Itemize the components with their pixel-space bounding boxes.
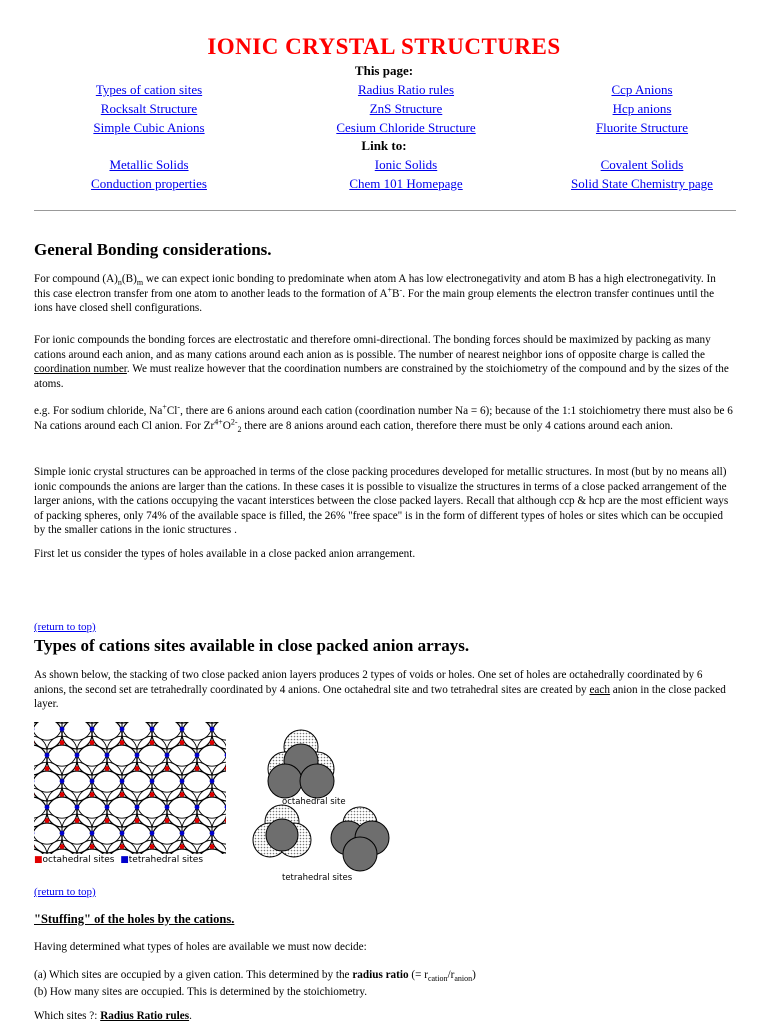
lower-layer-sphere (92, 771, 122, 801)
link-ccp-anions[interactable]: Ccp Anions (611, 82, 673, 97)
tetrahedral-site-dot (135, 805, 140, 810)
lower-layer-sphere (227, 797, 228, 827)
paragraph-first-consider: First let us consider the types of holes available in a close packed anion arrangement. (34, 548, 416, 560)
link-metallic-solids[interactable]: Metallic Solids (109, 157, 189, 172)
page-title: IONIC CRYSTAL STRUCTURES (207, 34, 561, 59)
octahedral-site-dot (210, 740, 215, 745)
section-heading-general-bonding: General Bonding considerations. (34, 240, 272, 259)
each-term: each (589, 683, 610, 696)
link-solid-state-chemistry-page[interactable]: Solid State Chemistry page (571, 176, 713, 191)
octahedral-site-dot (135, 818, 140, 823)
nav-row-2 (0, 101, 768, 118)
tetrahedral-site-dot (120, 727, 125, 732)
lower-layer-sphere (107, 720, 137, 723)
tetrahedral-site-dot (150, 831, 155, 836)
lower-layer-sphere (197, 720, 227, 723)
lower-layer-sphere (107, 797, 137, 827)
nav-row-1 (0, 82, 768, 99)
lower-layer-sphere (167, 745, 197, 775)
lower-layer-sphere (77, 797, 107, 827)
link-types-of-cation-sites[interactable]: Types of cation sites (95, 82, 203, 97)
lower-layer-sphere (152, 720, 182, 749)
tetrahedral-site-dot (210, 831, 215, 836)
paragraph-close-packing: Simple ionic crystal structures can be approached in terms of the close packing procedures developed for metallic structures. In most (but by no means all) ionic compounds the anions are larger than the cations. In these cases it is possible to visualize the structures in terms of a close packed arrangement of the larger anions, with the cations occupying the vacant interstices between the close packed layers. Recall that although ccp & hcp are the most efficient ways of packing spheres, only 74% of the available space is filled, the 26% "free space" is in the form of different types of holes or sites which can be occupied by the smaller cations in the ionic structures . (34, 466, 729, 537)
octahedral-site-dot (180, 844, 185, 849)
lower-layer-sphere (32, 745, 47, 775)
lower-layer-sphere (197, 745, 227, 775)
octahedral-site-dot (180, 792, 185, 797)
lower-layer-sphere (152, 823, 182, 853)
close-packed-spheres (32, 720, 228, 856)
tetrahedral-site-dot (90, 831, 95, 836)
octahedral-site-label: octahedral site (282, 797, 346, 807)
tetrahedral-site-dot (75, 753, 80, 758)
upper-layer-sphere (227, 788, 228, 818)
tetrahedral-site-dot (165, 753, 170, 758)
tetrahedral-site-dot (105, 753, 110, 758)
octahedral-site-dot (195, 766, 200, 771)
link-fluorite-structure[interactable]: Fluorite Structure (595, 120, 689, 135)
octahedral-site-dot (45, 818, 50, 823)
link-ionic-solids[interactable]: Ionic Solids (374, 157, 438, 172)
tetrahedral-site-dot (210, 779, 215, 784)
close-packed-layers-figure (32, 720, 228, 856)
octahedral-site-dot (120, 740, 125, 745)
tetrahedral-site-dot (120, 831, 125, 836)
lower-layer-sphere (47, 720, 77, 723)
octahedral-site-dot (150, 844, 155, 849)
octahedral-site-dot (180, 740, 185, 745)
tetrahedral-site-dot (120, 779, 125, 784)
tetrahedral-site-dot (150, 779, 155, 784)
tetrahedral-site-dot (90, 727, 95, 732)
lower-layer-sphere (182, 720, 212, 749)
link-to-label: Link to: (361, 138, 407, 153)
paragraph-which-sites-a: (a) Which sites are occupied by a given cation. This determined by the radius ratio (= $r_{cation}/r_{anion}$) (34, 969, 476, 984)
link-covalent-solids[interactable]: Covalent Solids (600, 157, 684, 172)
tetrahedral-site-dot (45, 753, 50, 758)
link-zns-structure[interactable]: ZnS Structure (369, 101, 443, 116)
lower-layer-sphere (32, 720, 47, 723)
tetrahedral-site-dot (75, 805, 80, 810)
lower-layer-sphere (62, 771, 92, 801)
octahedral-site-dot (150, 740, 155, 745)
lower-layer-sphere (137, 797, 167, 827)
link-hcp-anions[interactable]: Hcp anions (612, 101, 672, 116)
paragraph-sodium-chloride: e.g. For sodium chloride, Na+Cl-, there are 6 anions around each cation (coordination number Na = 6); because of the 1:1 stoichiometry there must also be 6 Na cations around each Cl anion. For $Zr^{4+}O^{2-}_2$ there are 8 anions around each cation, therefore there must be only 4 cations around each anion. (34, 402, 733, 434)
tetrahedral-site-dot (180, 779, 185, 784)
octahedral-site-dot (45, 766, 50, 771)
lower-layer-sphere (62, 823, 92, 853)
octahedral-site-marker: ■ (34, 855, 43, 865)
lower-layer-sphere (32, 797, 47, 827)
lower-layer-sphere (152, 771, 182, 801)
lower-layer-sphere (137, 720, 167, 723)
lower-layer-sphere (62, 720, 92, 749)
octahedral-site-dot (75, 818, 80, 823)
radius-ratio-rules-term: Radius Ratio rules (100, 1010, 190, 1022)
lower-layer-sphere (182, 823, 212, 853)
nav-row-4 (0, 157, 768, 174)
tetrahedral-site-dot (195, 753, 200, 758)
link-chem-101-homepage[interactable]: Chem 101 Homepage (349, 176, 463, 191)
tetrahedral-site-dot (60, 727, 65, 732)
octahedral-site-drawing (268, 730, 334, 798)
octahedral-site-dot (120, 844, 125, 849)
octahedral-site-dot (105, 818, 110, 823)
paragraph-compound: For compound $(A)_n(B)_m$ we can expect ionic bonding to predominate when atom A has low electronegativity and atom B has a high electronegativity. In this case electron transfer from one atom to another leads to the formation of A+B-. For the main group elements the electron transfer continues until the ions have closed shell configurations. (34, 273, 716, 315)
lower-layer-sphere (77, 745, 107, 775)
octahedral-site-dot (90, 844, 95, 849)
upper-layer-sphere (227, 840, 228, 856)
upper-layer-sphere (32, 840, 47, 856)
paragraph-ionic-forces: For ionic compounds the bonding forces are electrostatic and therefore omni-directional. The bonding forces should be maximized by packing as many cations around each anion, and as many cations around each anion as is possible. The number of nearest neighbor ions of opposite charge is called the coordination number. We must realize however that the coordination numbers are constrained by the stoichiometry of the compound and by the sizes of the atoms. (34, 334, 729, 390)
tetrahedral-site-dot (150, 727, 155, 732)
nav-row-5 (0, 176, 768, 193)
tetrahedral-site-dot (60, 779, 65, 784)
octahedral-site-dot (90, 792, 95, 797)
lower-layer-sphere (167, 797, 197, 827)
paragraph-which-sites-q: Which sites ?: Radius Ratio rules. (34, 1010, 192, 1022)
link-cesium-chloride-structure[interactable]: Cesium Chloride Structure (336, 120, 476, 135)
octahedral-site-dot (165, 766, 170, 771)
lower-layer-sphere (122, 720, 152, 749)
nav-row-3 (0, 120, 768, 137)
coordination-number-term: coordination number (34, 363, 127, 376)
lower-layer-sphere (197, 797, 227, 827)
lower-layer-sphere (227, 720, 228, 723)
lower-layer-sphere (77, 720, 107, 723)
link-rocksalt-structure[interactable]: Rocksalt Structure (100, 101, 198, 116)
lower-layer-sphere (122, 823, 152, 853)
tetrahedral-sites-label: tetrahedral sites (282, 873, 353, 880)
tetrahedral-site-dot (45, 805, 50, 810)
lower-layer-sphere (47, 745, 77, 775)
section-heading-stuffing: "Stuffing" of the holes by the cations. (34, 912, 235, 926)
tetrahedral-site-dot (90, 779, 95, 784)
lower-layer-sphere (227, 849, 228, 856)
tetrahedral-site-dot (105, 805, 110, 810)
octahedral-site-dot (210, 844, 215, 849)
lower-layer-sphere (137, 745, 167, 775)
octahedral-site-dot (210, 792, 215, 797)
tetrahedral-site-dot (165, 805, 170, 810)
octahedral-site-dot (90, 740, 95, 745)
tetrahedral-site-dot (135, 753, 140, 758)
section-heading-cation-sites: Types of cations sites available in close packed anion arrays. (34, 636, 470, 655)
lower-layer-sphere (227, 745, 228, 775)
octahedral-site-dot (105, 766, 110, 771)
lower-layer-sphere (32, 720, 62, 749)
paragraph-determined: Having determined what types of holes are available we must now decide: (34, 941, 367, 953)
this-page-label: This page: (354, 63, 414, 78)
octahedral-site-dot (60, 844, 65, 849)
octahedral-site-dot (135, 766, 140, 771)
paragraph-how-many-sites-b: (b) How many sites are occupied. This is determined by the stoichiometry. (34, 986, 368, 998)
tetrahedral-site-dot (60, 831, 65, 836)
lower-layer-sphere (32, 771, 62, 801)
octahedral-site-dot (60, 792, 65, 797)
lower-layer-sphere (107, 745, 137, 775)
return-to-top-link-2[interactable]: (return to top) (34, 886, 96, 898)
octahedral-site-dot (120, 792, 125, 797)
lower-layer-sphere (32, 823, 62, 853)
figure-left-caption: ■octahedral sites ■tetrahedral sites (34, 855, 204, 865)
octahedral-site-dot (195, 818, 200, 823)
paragraph-stacking: As shown below, the stacking of two close packed anion layers produces 2 types of voids or holes. One set of holes are octahedrally coordinated by 6 anions, the second set are tetrahedrally coordinated by 4 anions. One octahedral site and two tetrahedral sites are created by each anion in the close packed layer. (34, 669, 726, 711)
octahedral-site-dot (75, 766, 80, 771)
link-conduction-properties[interactable]: Conduction properties (91, 176, 207, 191)
tetrahedral-site-dot (210, 727, 215, 732)
lower-layer-sphere (47, 797, 77, 827)
tetrahedral-site-dot (195, 805, 200, 810)
tetrahedral-site-drawing-left (253, 805, 311, 857)
return-to-top-link-1[interactable]: (return to top) (34, 621, 96, 633)
lower-layer-sphere (182, 771, 212, 801)
link-radius-ratio-rules[interactable]: Radius Ratio rules (357, 82, 455, 97)
octahedral-site-dot (60, 740, 65, 745)
tetrahedral-site-drawing-right (331, 807, 389, 871)
octahedral-site-dot (150, 792, 155, 797)
octahedral-site-dot (165, 818, 170, 823)
lower-layer-sphere (92, 720, 122, 749)
site-geometry-figure (248, 720, 398, 880)
tetrahedral-site-dot (180, 727, 185, 732)
link-simple-cubic-anions[interactable]: Simple Cubic Anions (93, 120, 205, 135)
tetrahedral-site-dot (180, 831, 185, 836)
lower-layer-sphere (92, 823, 122, 853)
upper-layer-sphere (227, 736, 228, 766)
tetrahedral-site-marker: ■ (120, 855, 129, 865)
lower-layer-sphere (167, 720, 197, 723)
divider (34, 210, 736, 211)
lower-layer-sphere (122, 771, 152, 801)
